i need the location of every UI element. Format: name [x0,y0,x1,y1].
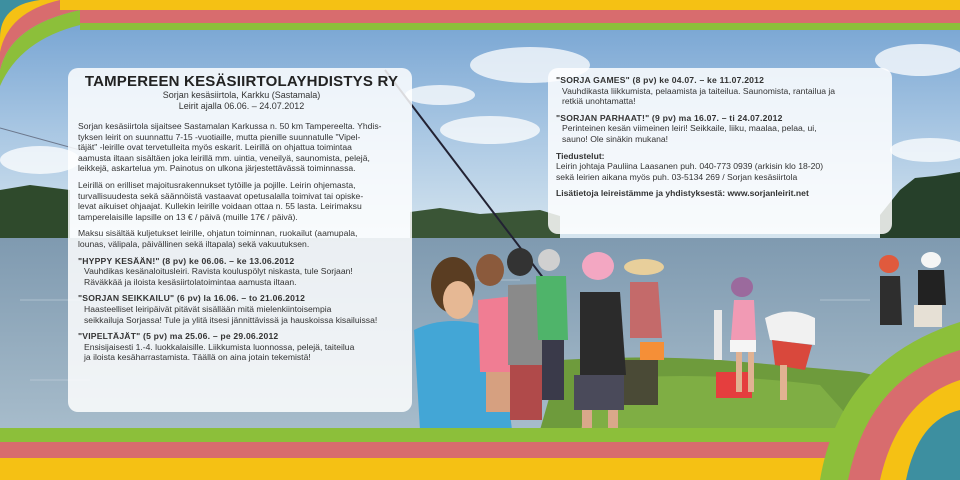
accommodation-paragraph [78,180,405,222]
bench [620,360,658,405]
camp-dates: Leirit ajalla 06.06. – 24.07.2012 [178,100,305,111]
left-info-panel [68,68,412,412]
fee-paragraph [78,228,405,249]
intro-line: täjät" -leirille ovat tervetulleita myös eskarit. Leirillä on ohjattua toimintaa [78,142,352,153]
camp-desc-line: sauno! Ole sinäkin mukana! [562,133,669,144]
camp-title: "SORJAN SEIKKAILU" (6 pv) la 16.06. – to 21.06.2012 [78,293,306,304]
accommodation-line: levat aikuiset ohjaajat. Kullekin leirille voidaan ottaa n. 55 lasta. Leirimaksu [78,201,362,212]
camp-desc-line: Vauhdikasta liikkumista, pelaamista ja taiteilua. Saunomista, rantailua ja [562,85,836,96]
camp-desc-line: seikkailuja Sorjassa! Tule ja ylitä itsesi jännittävissä ja hauskoissa kisailuissa! [84,314,378,325]
contact-line: Leirin johtaja Pauliina Laasanen puh. 040-773 0939 (arkisin klo 18-20) [556,161,824,172]
accommodation-line: turvallisuudesta sekä säännöistä vastaavat opetusalalla toimivat tai opiske- [78,190,364,201]
intro-line: tyksen leirit on suunnattu 7-15 -vuotiaille, mutta pienille suunnatulle "Vipel- [78,131,361,142]
intro-line: Sorjan kesäsiirtola sijaitsee Sastamalan Karkussa n. 50 km Tampereelta. Yhdis- [78,121,382,131]
camp-entry [556,75,884,107]
camp-desc-line: Ensisijaisesti 1.-4. luokkalaisille. Liikkumista luonnossa, pelejä, taiteilua [84,341,355,352]
intro-line: leikkejä, askartelua ym. Painotus on ulkona järjestettävässä toiminnassa. [78,163,356,174]
camp-title: "SORJAN PARHAAT!" (9 pv) ma 16.07. – ti 24.07.2012 [556,112,783,123]
red-bucket [716,372,752,398]
camp-entry [78,331,405,363]
camp-entry [78,256,405,288]
fee-line: lounas, välipala, päivällinen sekä iltapala) sekä vakuutuksen. [78,238,310,249]
camp-desc-line: retkiä unohtamatta! [562,96,636,107]
camp-entry [78,293,405,325]
camp-desc-line: ja iloista kesäharrastamista. Täällä on aina jotain tekemistä! [84,352,311,363]
far-forest-left [0,185,70,240]
contact-label: Tiedustelut: [556,150,605,161]
camp-desc-line: Räväkkää ja iloista kesäsiirtolatoimintaa aamusta iltaan. [84,276,297,287]
intro-paragraph [78,121,405,174]
camp-title: "SORJA GAMES" (8 pv) ke 04.07. – ke 11.07.2012 [556,75,765,85]
fee-line: Maksu sisältää kuljetukset leirille, ohjatun toiminnan, ruokailut (aamupala, [78,228,358,239]
intro-line: aamusta iltaan sisältäen joka leirillä mm. uintia, veneilyä, saunomista, pelejä, [78,152,370,163]
org-subtitle: Sorjan kesäsiirtola, Karkku (Sastamala) [162,90,321,100]
accommodation-line: Leirillä on erilliset majoitusrakennukset tytöille ja pojille. Leirin ohjemasta, [78,179,356,190]
camp-desc-line: Vauhdikas kesänaloitusleiri. Ravista kouluspölyt niskasta, tule Sorjaan! [84,266,353,277]
contact-line: sekä leirien aikana myös puh. 03-5134 269 / Sorjan kesäsiirtola [556,171,798,182]
accommodation-line: tamperelaisille lapsille on 13 € / päivä (muille 17€ / päivä). [78,211,298,222]
camp-title: "HYPPY KESÄÄN!" (8 pv) ke 06.06. – ke 13.06.2012 [78,255,295,266]
camp-desc-line: Perinteinen kesän viimeinen leiri! Seikkaile, liiku, maalaa, pelaa, ui, [562,123,817,134]
org-title: TAMPEREEN KESÄSIIRTOLAYHDISTYS RY [84,73,399,90]
camp-title: "VIPELTÄJÄT" (5 pv) ma 25.06. – pe 29.06.2012 [78,331,279,342]
camp-desc-line: Haasteelliset leiripäivät pitävät sisällään mitä mielenkiintoisempia [84,303,332,314]
camp-entry [556,113,884,145]
website-link[interactable]: Lisätietoja leireistämme ja yhdistyksestä: www.sorjanleirit.net [556,188,809,199]
right-info-panel [548,68,892,234]
